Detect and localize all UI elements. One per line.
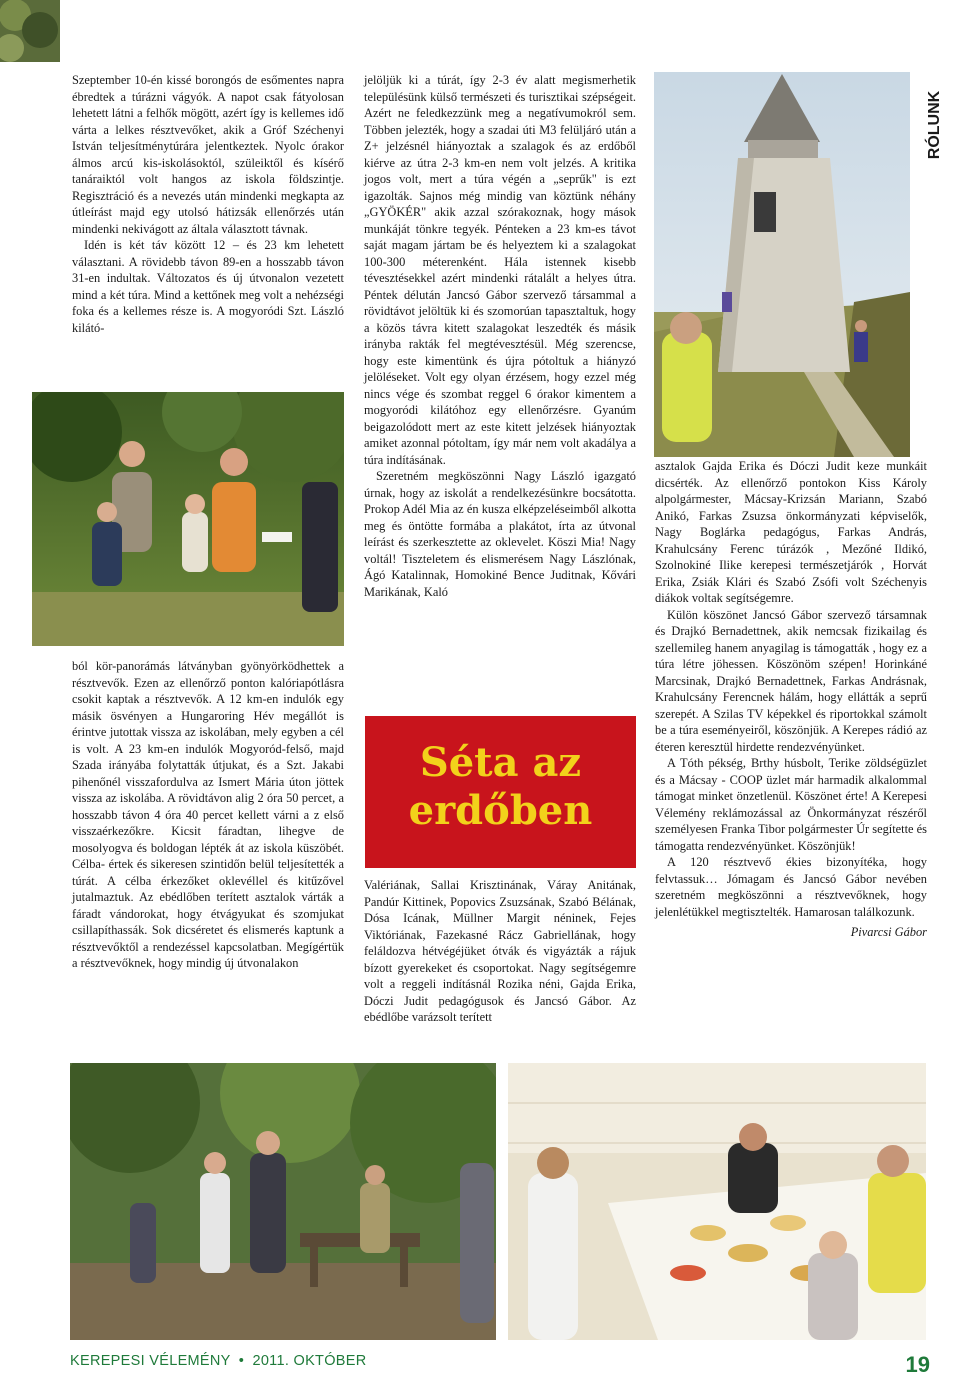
corner-foliage <box>0 0 60 62</box>
column-2 <box>364 72 636 600</box>
column-2-bottom <box>364 877 636 1026</box>
paragraph: Szeretném megköszönni Nagy László igazgató úrnak, hogy az iskolát a rendelkezésünkre bocsátotta. Prokop Adél Mia az én kusza elképzeléseimből alkotta meg és öntötte formába a plakátot, írta az útvonal leírást és szerkesztette az oklevelet. Köszi Mia! Nagy voltál! Tiszteletem és elismerésem Nagy Lászlónak, Ágó Katalinnak, Homokiné Bence Juditnak, Kővári Marikának, Kaló <box>364 469 636 599</box>
headline-line-1: Séta az <box>419 739 582 786</box>
footer <box>70 1353 367 1369</box>
paragraph: A 120 résztvevő ékies bizonyítéka, hogy felvtassuk… Jómagam és Jancsó Gábor nevében szeretném megköszönni a résztvevőknek, hogy jelenlétükkel megtisztelték. Hamarosan találkozunk. <box>655 855 927 919</box>
paragraph: ból kör-panorámás látványban gyönyörködhettek a résztvevők. Ezen az ellenőrző ponton kalóriapótlásra csokit kaptak a résztvevők. A 12 km-en indulók egy másik ösvényen a Hungaroring Hév megállót is érintve jutottak vissza az iskolában, mely egyben a cél is volt. A 23 km-en indulók Mogyoród-felső, majd Szada irányába folytatták útjukat, és a Szt. Jakabi pihenőnél visszafordulva az Ismert Mária úton jöttek vissza az iskolába. A rövidtávon alig 2 óra 50 percet, a hosszabb távon 4 óra 40 percet kellett várni a z első visszaérkezőkre. Kicsit fáradtan, lihegve de mosolyogva és boldogan lépték át az iskola küszöbét. Célba- értek és sikeresen szintidőn belül teljesítették a túrát. A célba érkezőket oklevéllel és kitűzővel jutalmaztuk. Az ebédlőben terített asztalok várták a fáradt vándorokat, hogy étvágyukat és szomjukat csillapíthassák. Sok dicséretet és elismerés kaptunk a résztvevőktől a rendezéssel kapcsolatban. Megígértük a résztvevőknek, hogy mindig új útvonalakon <box>72 659 344 970</box>
issue-date: 2011. OKTÓBER <box>252 1353 367 1369</box>
section-tag <box>917 70 953 180</box>
column-3 <box>655 458 927 941</box>
paragraph: A Tóth pékség, Brthy húsbolt, Terike zöldségüzlet és a Mácsay - COOP üzlet már harmadik alkalommal támogat minket önzetlenül. Köszönet érte! A Kerepesi Vélemény reklámozással az Önkormányzat részéről személyesen Franka Tibor polgármester Úr segítette és támogatta rendezvényünket. Köszönjük! <box>655 756 927 853</box>
paragraph: jelöljük ki a túrát, így 2-3 év alatt megismerhetik településünk külső természeti és turisztikai szépségeit. Azért ne feledkezzünk meg a negatívumokról sem. Többen jelezték, hogy a szadai úti M3 felüljáró után a Z+ jelzésnél hiányoztak a szalagok és az erdőből kiérve az útra 2-3 km-en nem volt jelzés. A kritika jogos volt, mert a túra végén a „seprűk" is ezt igazolták. Sajnos még mindig van köztünk néhány „GYÖKÉR" akik azzal szórakoznak, hogy mások munkáját tönkre tegyék. Pénteken a 23 km-es távot saját magam jártam be és helyeztem ki a szalagokat 100-300 méterenként. Hála istennek kisebb tévesztésekkel azért mindenki rátalált a helyes útra. Péntek délután Jancsó Gábor szervező társammal a rövidtávot jelöltük ki és szomorúan tapasztaltuk, hogy a közös távra kitett szalagokat leszedték és másik irányba rakták fel megtévesztésül. Még szerencse, hogy este kimentünk és újra pótoltuk a hiányzó jelöléseket. Volt egy olyan érzésem, hogy ezzel még nincs vége és szombat reggel 6 órakor kimentem a mogyoródi kilátóhoz egy ellenőrzésre. Gyanúm beigazolódott mert az este kitett jelzések hiányoztak amiket azonnal pótoltam, így már nem volt akadálya a túra indításának. <box>364 73 636 467</box>
paragraph: Valériának, Sallai Krisztinának, Váray Anitának, Pandúr Kittinek, Popovics Zsuzsának, Szabó Bélának, Dósa Icának, Müllner Margit néninek, Fejes Viktóriának, Fazekasné Rácz Gabriellának, hogy feláldozva hétvégéjüket ótvák és vigyázták a rájuk bízott gyerekeket és csoportokat. Nagy segítségemre volt a reggeli indításnál Rozika néni, Gajda Erika, Dóczi Judit pedagógusok és Jancsó Gábor. Az ebédlőbe varázsolt terített <box>364 878 636 1024</box>
paragraph: asztalok Gajda Erika és Dóczi Judit keze munkáit dicsérték. Az ellenőrző pontokon Kiss Károly alpolgármester, Mácsay-Krizsán Mariann, Szabó Anikó, Farkas Zsuzsa önkormányzati képviselők, Nagy Boglárka pedagógus, Farkas András, Krahulcsány Ferenc túrázók , Mezőné Ildikó, Szolnokiné Ilike kerepesi természetjárók , Horvát Erika, Zsiák Klári és Szabó Zsófi volt Széchenyis diákok voltak segítségemre. <box>655 459 927 605</box>
paragraph: Szeptember 10-én kissé borongós de esőmentes napra ébredtek a túrázni vágyók. A napot csak fátyolosan lehetett látni a felhők mögött, azért így is kellemes idő várta a lelkes résztvevőket, akik a Gróf Széchenyi István teljesítménytúrára jelentkeztek. Nyolc órakor álmos arcú kis-iskolásoktól, szüleiktől és kísérő tanáraiktól volt hangos az iskola földszintje. Regisztráció és a nevezés után mindenki megkapta az útleírást majd egy utolsó hátizsák ellenőrzés után mindenki nekivágott az általa választott távnak. <box>72 73 344 236</box>
dining-hall-photo <box>508 1063 926 1340</box>
forest-rest-photo <box>70 1063 496 1340</box>
paragraph: Idén is két táv között 12 – és 23 km lehetett választani. A rövidebb távon 89-en a hosszabb távon 31-en indultak. Változatos és új útvonalon vezetett mind a két túra. Mind a kettőnek meg volt a nehézségi foka és a kellemes része is. A mogyoródi Szt. László kilátó- <box>72 238 344 335</box>
column-1-top <box>72 72 344 336</box>
headline-box <box>365 716 636 868</box>
page-number: 19 <box>905 1352 930 1377</box>
signature: Pivarcsi Gábor <box>850 925 927 939</box>
paragraph: Külön köszönet Jancsó Gábor szervező társamnak és Drajkó Bernadettnek, akik nemcsak fizikailag és szellemileg hanem anyagilag is támogatták , hogy ez a túra létre jöhessen. Köszönöm szépen! Horinkáné Marcsinak, Drajkó Bernadettnek, Farkas Andrásnak, Krahulcsány Ferencnek hálám, hogy ellátták a seprű szerepét. A Szilas TV képekkel és riportokkal számolt be a túra eseményeiről, köszönjük. A Kerepes rádió az éteren keresztül hirdette rendezvényünket. <box>655 607 927 754</box>
publication-name: KEREPESI VÉLEMÉNY <box>70 1353 231 1369</box>
footer-bullet: • <box>238 1353 245 1369</box>
section-tag-label: RÓLUNK <box>926 90 943 160</box>
group-hike-photo <box>32 392 344 646</box>
column-1-bottom <box>72 658 344 972</box>
tower-photo <box>654 72 910 457</box>
headline-line-2: erdőben <box>408 787 593 834</box>
